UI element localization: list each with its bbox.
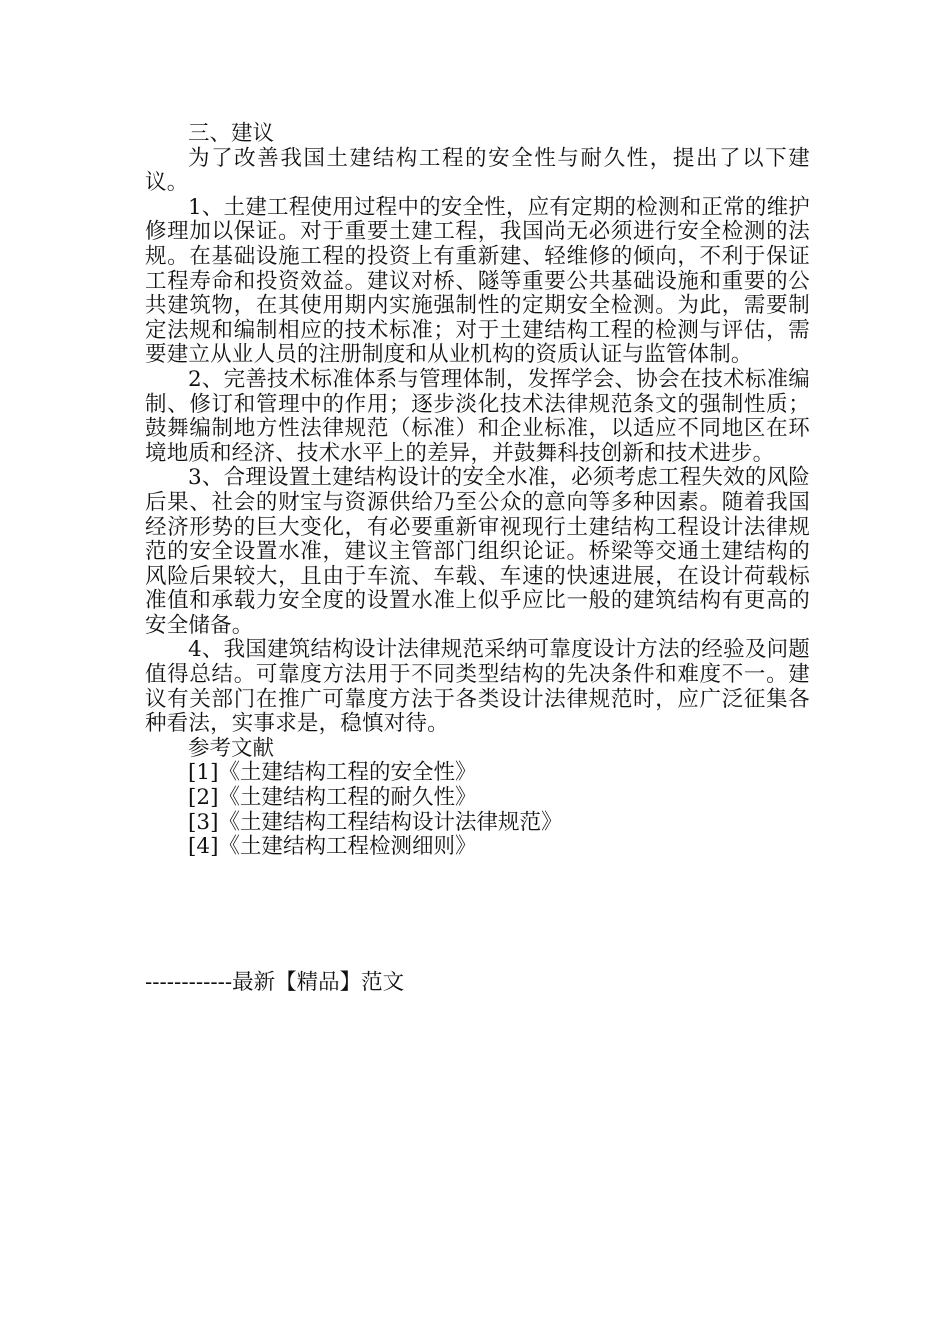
- intro-paragraph: 为了改善我国土建结构工程的安全性与耐久性，提出了以下建议。: [145, 145, 810, 196]
- paragraph-3: 3、合理设置土建结构设计的安全水准，必须考虑工程失效的风险后果、社会的财宝与资源供给乃至公众的意向等多种因素。随着我国经济形势的巨大变化，有必要重新审视现行土建结构工程设计法律规范的安全设置水准，建议主管部门组织论证。桥梁等交通土建结构的风险后果较大，且由于车流、车载、车速的快速进展，在设计荷载标准值和承载力安全度的设置水准上似乎应比一般的建筑结构有更高的安全储备。: [145, 465, 810, 638]
- reference-item-1: [1]《土建结构工程的安全性》: [188, 760, 477, 786]
- footer-text: ------------最新【精品】范文: [145, 970, 405, 995]
- section-heading: 三、建议: [188, 121, 275, 146]
- paragraph-4: 4、我国建筑结构设计法律规范采纳可靠度设计方法的经验及问题值得总结。可靠度方法用于不同类型结构的先决条件和难度不一。建议有关部门在推广可靠度方法于各类设计法律规范时，应广泛征集各种看法，实事求是，稳慎对待。: [145, 637, 810, 737]
- paragraph-1: 1、土建工程使用过程中的安全性，应有定期的检测和正常的维护修理加以保证。对于重要土建工程，我国尚无必须进行安全检测的法规。在基础设施工程的投资上有重新建、轻维修的倾向，不利于保证工程寿命和投资效益。建议对桥、隧等重要公共基础设施和重要的公共建筑物，在其使用期内实施强制性的定期安全检测。为此，需要制定法规和编制相应的技术标准；对于土建结构工程的检测与评估，需要建立从业人员的注册制度和从业机构的资质认证与监管体制。: [145, 194, 810, 368]
- reference-item-3: [3]《土建结构工程结构设计法律规范》: [188, 809, 563, 835]
- reference-item-4: [4]《土建结构工程检测细则》: [188, 834, 477, 860]
- document-body: [145, 122, 810, 860]
- paragraph-2: 2、完善技术标准体系与管理体制，发挥学会、协会在技术标准编制、修订和管理中的作用；逐步淡化技术法律规范条文的强制性质；鼓舞编制地方性法律规范（标准）和企业标准，以适应不同地区在环境地质和经济、技术水平上的差异，并鼓舞科技创新和技术进步。: [145, 366, 810, 466]
- references-title: 参考文献: [188, 735, 275, 761]
- reference-item-2: [2]《土建结构工程的耐久性》: [188, 785, 477, 811]
